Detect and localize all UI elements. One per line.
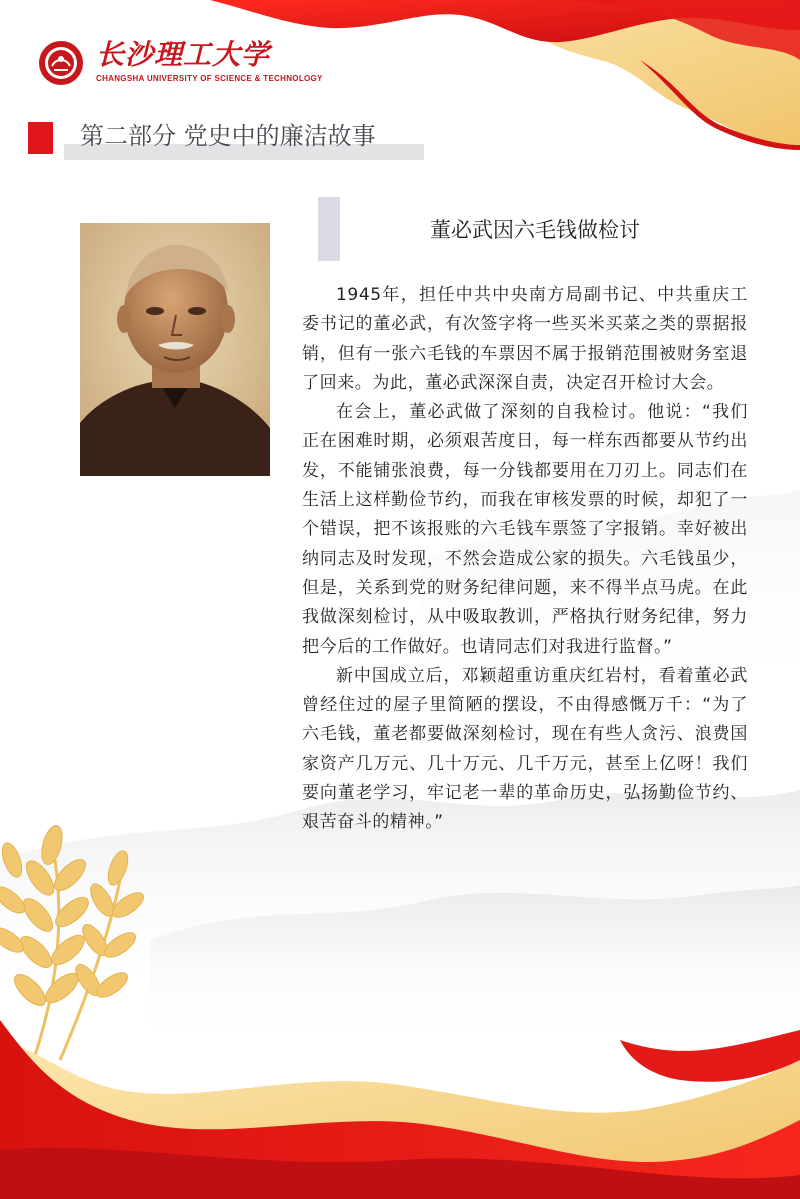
paragraph-2: 在会上，董必武做了深刻的自我检讨。他说：“我们正在困难时期，必须艰苦度日，每一样东西都要从节约出发，不能铺张浪费，每一分钱都要用在刀刃上。同志们在生活上这样勤俭节约，而我在审核发票的时候，却犯了一个错误，把不该报账的六毛钱车票签了字报销。幸好被出纳同志及时发现，不然会造成公家的损失。六毛钱虽少，但是，关系到党的财务纪律问题，来不得半点马虎。在此我做深刻检讨，从中吸取教训，严格执行财务纪律，努力把今后的工作做好。也请同志们对我进行监督。”: [302, 402, 748, 657]
portrait-photo: [80, 223, 270, 476]
title-marker: [318, 197, 340, 261]
university-logo: [38, 38, 323, 90]
university-name-en: CHANGSHA UNIVERSITY OF SCIENCE & TECHNOLOGY: [96, 74, 323, 83]
article-body: [302, 281, 748, 838]
section-marker: [28, 122, 53, 154]
section-title: 第二部分 党史中的廉洁故事: [80, 122, 376, 150]
paragraph-1: 1945年，担任中共中央南方局副书记、中共重庆工委书记的董必武，有次签字将一些买米买菜之类的票据报销，但有一张六毛钱的车票因不属于报销范围被财务室退了回来。为此，董必武深深自责，决定召开检讨大会。: [302, 285, 748, 393]
paragraph-3: 新中国成立后，邓颖超重访重庆红岩村，看着董必武曾经住过的屋子里简陋的摆设，不由得感慨万千：“为了六毛钱，董老都要做深刻检讨，现在有些人贪污、浪费国家资产几万元、几十万元、几千万元，甚至上亿呀！我们要向董老学习，牢记老一辈的革命历史，弘扬勤俭节约、艰苦奋斗的精神。”: [302, 665, 748, 833]
university-seal-icon: [38, 40, 84, 86]
article-title: 董必武因六毛钱做检讨: [430, 218, 640, 242]
university-name-cn: 长沙理工大学: [96, 38, 271, 71]
